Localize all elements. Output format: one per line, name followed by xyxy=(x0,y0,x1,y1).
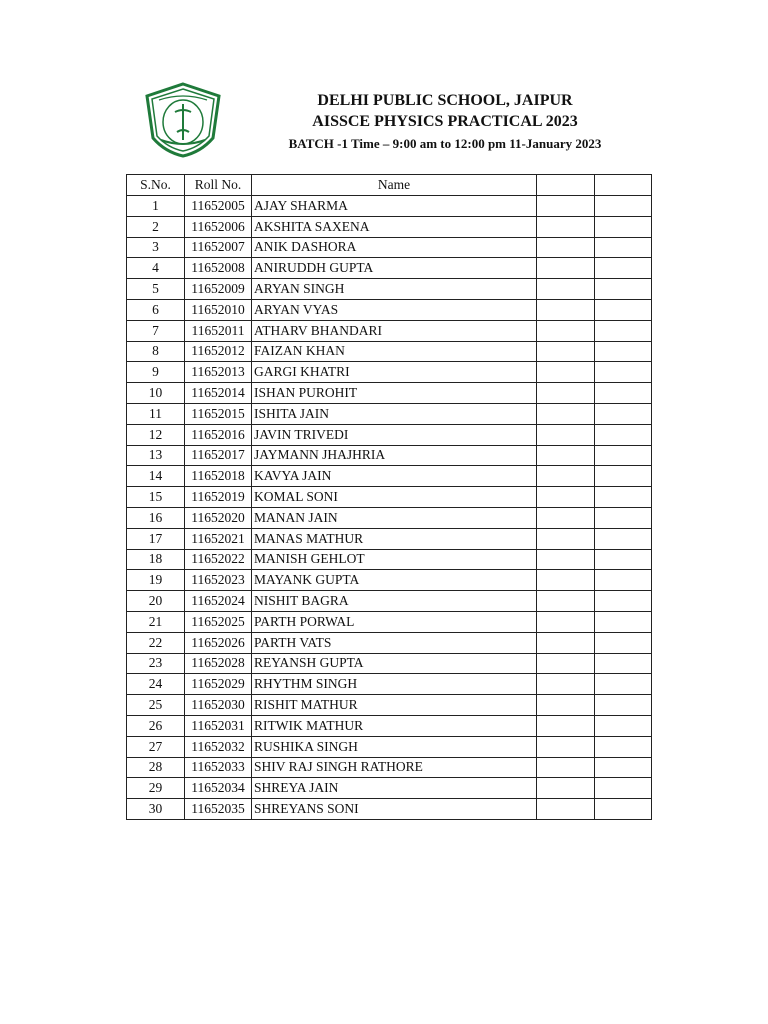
table-row xyxy=(127,778,652,799)
roll-no-cell: 11652034 xyxy=(185,778,252,799)
table-row xyxy=(127,528,652,549)
blank-cell-2 xyxy=(595,362,652,383)
blank-cell-2 xyxy=(595,341,652,362)
blank-cell-2 xyxy=(595,258,652,279)
blank-cell-1 xyxy=(537,362,595,383)
blank-cell-1 xyxy=(537,674,595,695)
blank-cell-1 xyxy=(537,320,595,341)
blank-cell-1 xyxy=(537,403,595,424)
table-row xyxy=(127,695,652,716)
sno-cell: 2 xyxy=(127,216,185,237)
name-cell: JAYMANN JHAJHRIA xyxy=(252,445,537,466)
name-cell: RISHIT MATHUR xyxy=(252,695,537,716)
blank-cell-1 xyxy=(537,757,595,778)
name-cell: NISHIT BAGRA xyxy=(252,591,537,612)
blank-cell-2 xyxy=(595,299,652,320)
roll-no-cell: 11652021 xyxy=(185,528,252,549)
sno-cell: 30 xyxy=(127,799,185,820)
table-row xyxy=(127,279,652,300)
table-row xyxy=(127,507,652,528)
roll-no-cell: 11652029 xyxy=(185,674,252,695)
blank-cell-2 xyxy=(595,383,652,404)
sno-cell: 17 xyxy=(127,528,185,549)
sno-cell: 3 xyxy=(127,237,185,258)
blank-cell-2 xyxy=(595,653,652,674)
table-row xyxy=(127,653,652,674)
name-cell: MANAS MATHUR xyxy=(252,528,537,549)
name-cell: MAYANK GUPTA xyxy=(252,570,537,591)
blank-cell-1 xyxy=(537,736,595,757)
blank-cell-2 xyxy=(595,424,652,445)
batch-info: BATCH -1 Time – 9:00 am to 12:00 pm 11-January 2023 xyxy=(288,136,602,151)
blank-cell-1 xyxy=(537,341,595,362)
name-cell: MANAN JAIN xyxy=(252,507,537,528)
table-row xyxy=(127,216,652,237)
sno-cell: 21 xyxy=(127,611,185,632)
name-cell: RITWIK MATHUR xyxy=(252,715,537,736)
school-name: DELHI PUBLIC SCHOOL, JAIPUR xyxy=(317,92,573,109)
blank-cell-2 xyxy=(595,279,652,300)
roll-no-cell: 11652033 xyxy=(185,757,252,778)
name-cell: FAIZAN KHAN xyxy=(252,341,537,362)
name-cell: MANISH GEHLOT xyxy=(252,549,537,570)
roll-no-cell: 11652011 xyxy=(185,320,252,341)
table-row xyxy=(127,570,652,591)
table-row xyxy=(127,591,652,612)
blank-cell-1 xyxy=(537,258,595,279)
name-cell: KOMAL SONI xyxy=(252,487,537,508)
table-row xyxy=(127,196,652,217)
blank-cell-1 xyxy=(537,196,595,217)
table-row xyxy=(127,403,652,424)
roll-no-cell: 11652005 xyxy=(185,196,252,217)
blank-cell-1 xyxy=(537,466,595,487)
blank-cell-2 xyxy=(595,549,652,570)
name-cell: SHREYANS SONI xyxy=(252,799,537,820)
table-row xyxy=(127,258,652,279)
sno-cell: 7 xyxy=(127,320,185,341)
roll-no-cell: 11652009 xyxy=(185,279,252,300)
blank-cell-1 xyxy=(537,487,595,508)
column-header-roll: Roll No. xyxy=(185,175,252,196)
sno-cell: 23 xyxy=(127,653,185,674)
sno-cell: 13 xyxy=(127,445,185,466)
roll-no-cell: 11652030 xyxy=(185,695,252,716)
blank-cell-1 xyxy=(537,695,595,716)
blank-cell-2 xyxy=(595,403,652,424)
roll-no-cell: 11652023 xyxy=(185,570,252,591)
blank-cell-2 xyxy=(595,736,652,757)
blank-cell-2 xyxy=(595,445,652,466)
roll-no-cell: 11652007 xyxy=(185,237,252,258)
name-cell: REYANSH GUPTA xyxy=(252,653,537,674)
sno-cell: 28 xyxy=(127,757,185,778)
column-header-blank-2 xyxy=(595,175,652,196)
table-row xyxy=(127,237,652,258)
roll-no-cell: 11652008 xyxy=(185,258,252,279)
blank-cell-1 xyxy=(537,632,595,653)
table-row xyxy=(127,757,652,778)
table-row xyxy=(127,320,652,341)
blank-cell-2 xyxy=(595,320,652,341)
roll-no-cell: 11652015 xyxy=(185,403,252,424)
sno-cell: 1 xyxy=(127,196,185,217)
sno-cell: 12 xyxy=(127,424,185,445)
column-header-blank-1 xyxy=(537,175,595,196)
name-cell: AJAY SHARMA xyxy=(252,196,537,217)
sno-cell: 24 xyxy=(127,674,185,695)
exam-title: AISSCE PHYSICS PRACTICAL 2023 xyxy=(312,113,578,130)
name-cell: PARTH PORWAL xyxy=(252,611,537,632)
table-row xyxy=(127,445,652,466)
name-cell: AKSHITA SAXENA xyxy=(252,216,537,237)
name-cell: ISHAN PUROHIT xyxy=(252,383,537,404)
roll-no-cell: 11652032 xyxy=(185,736,252,757)
blank-cell-2 xyxy=(595,611,652,632)
name-cell: ATHARV BHANDARI xyxy=(252,320,537,341)
sno-cell: 16 xyxy=(127,507,185,528)
roll-no-cell: 11652006 xyxy=(185,216,252,237)
blank-cell-2 xyxy=(595,695,652,716)
sno-cell: 22 xyxy=(127,632,185,653)
sno-cell: 6 xyxy=(127,299,185,320)
sno-cell: 25 xyxy=(127,695,185,716)
roll-no-cell: 11652013 xyxy=(185,362,252,383)
name-cell: ARYAN VYAS xyxy=(252,299,537,320)
sno-cell: 5 xyxy=(127,279,185,300)
name-cell: SHIV RAJ SINGH RATHORE xyxy=(252,757,537,778)
name-cell: ANIK DASHORA xyxy=(252,237,537,258)
roll-no-cell: 11652025 xyxy=(185,611,252,632)
sno-cell: 4 xyxy=(127,258,185,279)
name-cell: ANIRUDDH GUPTA xyxy=(252,258,537,279)
blank-cell-1 xyxy=(537,528,595,549)
blank-cell-1 xyxy=(537,778,595,799)
table-row xyxy=(127,715,652,736)
blank-cell-2 xyxy=(595,487,652,508)
sno-cell: 8 xyxy=(127,341,185,362)
sno-cell: 14 xyxy=(127,466,185,487)
blank-cell-2 xyxy=(595,237,652,258)
roll-no-cell: 11652010 xyxy=(185,299,252,320)
blank-cell-1 xyxy=(537,715,595,736)
name-cell: ISHITA JAIN xyxy=(252,403,537,424)
name-cell: RUSHIKA SINGH xyxy=(252,736,537,757)
blank-cell-2 xyxy=(595,528,652,549)
blank-cell-1 xyxy=(537,799,595,820)
sno-cell: 20 xyxy=(127,591,185,612)
table-row xyxy=(127,466,652,487)
blank-cell-1 xyxy=(537,424,595,445)
blank-cell-1 xyxy=(537,445,595,466)
blank-cell-1 xyxy=(537,549,595,570)
student-roster-table xyxy=(126,174,652,820)
sno-cell: 11 xyxy=(127,403,185,424)
roll-no-cell: 11652028 xyxy=(185,653,252,674)
blank-cell-2 xyxy=(595,507,652,528)
column-header-sno: S.No. xyxy=(127,175,185,196)
roll-no-cell: 11652014 xyxy=(185,383,252,404)
blank-cell-2 xyxy=(595,196,652,217)
blank-cell-2 xyxy=(595,216,652,237)
roll-no-cell: 11652022 xyxy=(185,549,252,570)
table-row xyxy=(127,362,652,383)
sno-cell: 27 xyxy=(127,736,185,757)
document-header xyxy=(250,90,640,154)
blank-cell-2 xyxy=(595,570,652,591)
blank-cell-2 xyxy=(595,674,652,695)
blank-cell-1 xyxy=(537,653,595,674)
blank-cell-1 xyxy=(537,279,595,300)
blank-cell-1 xyxy=(537,507,595,528)
school-crest-icon xyxy=(141,82,225,158)
roll-no-cell: 11652017 xyxy=(185,445,252,466)
roll-no-cell: 11652026 xyxy=(185,632,252,653)
roll-no-cell: 11652024 xyxy=(185,591,252,612)
name-cell: PARTH VATS xyxy=(252,632,537,653)
name-cell: JAVIN TRIVEDI xyxy=(252,424,537,445)
blank-cell-1 xyxy=(537,591,595,612)
blank-cell-2 xyxy=(595,715,652,736)
table-row xyxy=(127,549,652,570)
sno-cell: 29 xyxy=(127,778,185,799)
blank-cell-1 xyxy=(537,570,595,591)
roll-no-cell: 11652031 xyxy=(185,715,252,736)
blank-cell-2 xyxy=(595,778,652,799)
table-row xyxy=(127,341,652,362)
table-header-row xyxy=(127,175,652,196)
blank-cell-1 xyxy=(537,383,595,404)
table-row xyxy=(127,299,652,320)
sno-cell: 18 xyxy=(127,549,185,570)
sno-cell: 26 xyxy=(127,715,185,736)
blank-cell-2 xyxy=(595,632,652,653)
name-cell: RHYTHM SINGH xyxy=(252,674,537,695)
sno-cell: 10 xyxy=(127,383,185,404)
table-row xyxy=(127,487,652,508)
table-row xyxy=(127,383,652,404)
table-row xyxy=(127,736,652,757)
table-row xyxy=(127,611,652,632)
roll-no-cell: 11652019 xyxy=(185,487,252,508)
blank-cell-1 xyxy=(537,216,595,237)
name-cell: GARGI KHATRI xyxy=(252,362,537,383)
name-cell: SHREYA JAIN xyxy=(252,778,537,799)
blank-cell-1 xyxy=(537,299,595,320)
blank-cell-1 xyxy=(537,237,595,258)
blank-cell-2 xyxy=(595,757,652,778)
column-header-name: Name xyxy=(252,175,537,196)
roll-no-cell: 11652012 xyxy=(185,341,252,362)
table-row xyxy=(127,632,652,653)
blank-cell-2 xyxy=(595,799,652,820)
table-row xyxy=(127,674,652,695)
blank-cell-2 xyxy=(595,466,652,487)
roll-no-cell: 11652035 xyxy=(185,799,252,820)
table-body xyxy=(127,196,652,820)
roll-no-cell: 11652016 xyxy=(185,424,252,445)
name-cell: KAVYA JAIN xyxy=(252,466,537,487)
roll-no-cell: 11652018 xyxy=(185,466,252,487)
name-cell: ARYAN SINGH xyxy=(252,279,537,300)
table-row xyxy=(127,424,652,445)
table-row xyxy=(127,799,652,820)
blank-cell-2 xyxy=(595,591,652,612)
blank-cell-1 xyxy=(537,611,595,632)
sno-cell: 19 xyxy=(127,570,185,591)
roll-no-cell: 11652020 xyxy=(185,507,252,528)
sno-cell: 15 xyxy=(127,487,185,508)
sno-cell: 9 xyxy=(127,362,185,383)
